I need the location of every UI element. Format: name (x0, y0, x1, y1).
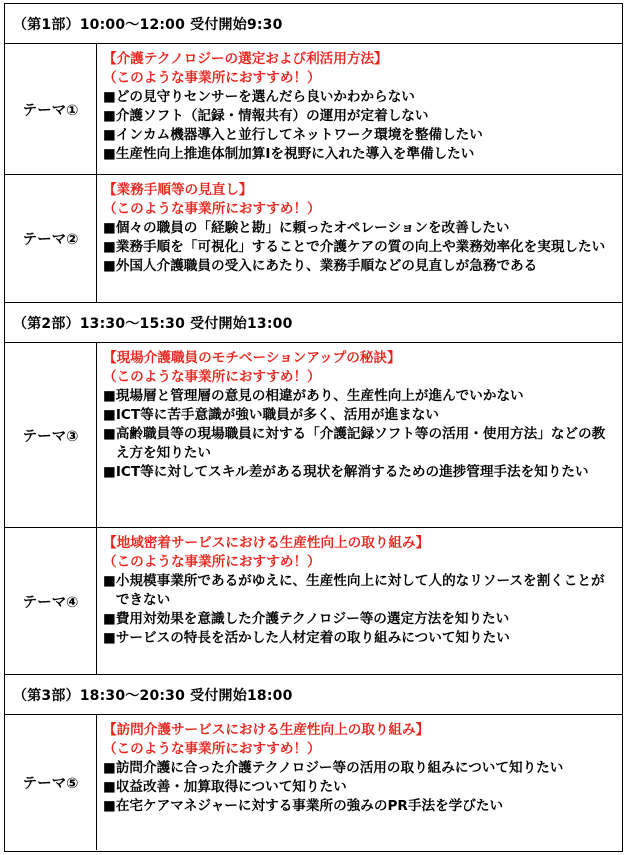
theme-4-content (97, 528, 622, 674)
session-2-header (5, 303, 622, 343)
theme-3-row (5, 343, 622, 528)
list-item: ■ ICT等に対してスキル差がある現状を解消するための進捗管理手法を知りたい (103, 464, 589, 480)
bullet-icon: ■ (103, 760, 116, 776)
theme-4-title: 【地域密着サービスにおける生産性向上の取り組み】 (103, 535, 430, 551)
list-item: ■ 小規模事業所であるがゆえに、生産性向上に対して人的なリソースを割くことができない (103, 573, 605, 608)
list-item: ■ 費用対効果を意識した介護テクノロジー等の選定方法を知りたい (103, 611, 510, 627)
list-item: ■ 高齢職員等の現場職員に対する「介護記録ソフト等の活用・使用方法」などの教え方を知りたい (103, 426, 606, 461)
list-item: ■ サービスの特長を活かした人材定着の取り組みについて知りたい (103, 630, 510, 646)
bullet-icon: ■ (103, 611, 116, 627)
theme-2-label: テーマ② (5, 175, 97, 302)
list-item: ■ 業務手順を「可視化」することで介護ケアの質の向上や業務効率化を実現したい (103, 239, 606, 255)
list-item: ■ 現場層と管理層の意見の相違があり、生産性向上が進んでいかない (103, 388, 524, 404)
list-item: ■ 収益改善・加算取得について知りたい (103, 779, 347, 795)
list-item: ■ 外国人介護職員の受入にあたり、業務手順などの見直しが急務である (103, 258, 538, 274)
bullet-icon: ■ (103, 89, 116, 105)
session-2-time: （第2部）13:30～15:30 受付開始13:00 (13, 315, 293, 332)
theme-5-recommend: （このような事業所におすすめ！） (103, 741, 321, 757)
theme-3-content (97, 343, 622, 527)
session-3-header (5, 675, 622, 715)
theme-2-row (5, 175, 622, 303)
list-item: ■ 個々の職員の「経験と勘」に頼ったオペレーションを改善したい (103, 220, 510, 236)
theme-1-recommend: （このような事業所におすすめ！） (103, 70, 321, 86)
bullet-icon: ■ (103, 426, 116, 442)
list-item: ■ 在宅ケアマネジャーに対する事業所の強みのPR手法を学びたい (103, 798, 504, 814)
theme-2-title: 【業務手順等の見直し】 (103, 182, 253, 198)
theme-2-content (97, 175, 622, 302)
bullet-icon: ■ (103, 798, 116, 814)
bullet-icon: ■ (103, 220, 116, 236)
theme-1-content (97, 44, 622, 174)
seminar-schedule-table (4, 3, 623, 852)
bullet-icon: ■ (103, 258, 116, 274)
bullet-icon: ■ (103, 573, 116, 589)
bullet-icon: ■ (103, 108, 116, 124)
theme-4-label: テーマ④ (5, 528, 97, 674)
theme-4-recommend: （このような事業所におすすめ！） (103, 554, 321, 570)
theme-5-content (97, 715, 622, 850)
theme-5-title: 【訪問介護サービスにおける生産性向上の取り組み】 (103, 722, 430, 738)
bullet-icon: ■ (103, 407, 116, 423)
theme-4-row (5, 528, 622, 675)
list-item: ■ どの見守りセンサーを選んだら良いかわからない (103, 89, 415, 105)
list-item: ■ 訪問介護に合った介護テクノロジー等の活用の取り組みについて知りたい (103, 760, 564, 776)
theme-3-recommend: （このような事業所におすすめ！） (103, 369, 321, 385)
bullet-icon: ■ (103, 146, 116, 162)
theme-2-recommend: （このような事業所におすすめ！） (103, 201, 321, 217)
bullet-icon: ■ (103, 388, 116, 404)
list-item: ■ ICT等に苦手意識が強い職員が多く、活用が進まない (103, 407, 439, 423)
theme-5-row (5, 715, 622, 850)
list-item: ■ インカム機器導入と並行してネットワーク環境を整備したい (103, 127, 483, 143)
session-1-time: （第1部）10:00～12:00 受付開始9:30 (13, 16, 283, 33)
theme-3-label: テーマ③ (5, 343, 97, 527)
list-item: ■ 生産性向上推進体制加算Ⅰを視野に入れた導入を準備したい (103, 146, 475, 162)
bullet-icon: ■ (103, 630, 116, 646)
bullet-icon: ■ (103, 239, 116, 255)
list-item: ■ 介護ソフト（記録・情報共有）の運用が定着しない (103, 108, 429, 124)
session-3-time: （第3部）18:30～20:30 受付開始18:00 (13, 687, 293, 704)
bullet-icon: ■ (103, 127, 116, 143)
theme-5-label: テーマ⑤ (5, 715, 97, 850)
bullet-icon: ■ (103, 779, 116, 795)
theme-1-label: テーマ① (5, 44, 97, 174)
theme-1-row (5, 44, 622, 175)
bullet-icon: ■ (103, 464, 116, 480)
theme-1-title: 【介護テクノロジーの選定および利活用方法】 (103, 51, 388, 67)
theme-3-title: 【現場介護職員のモチベーションアップの秘訣】 (103, 350, 401, 366)
session-1-header (5, 4, 622, 44)
